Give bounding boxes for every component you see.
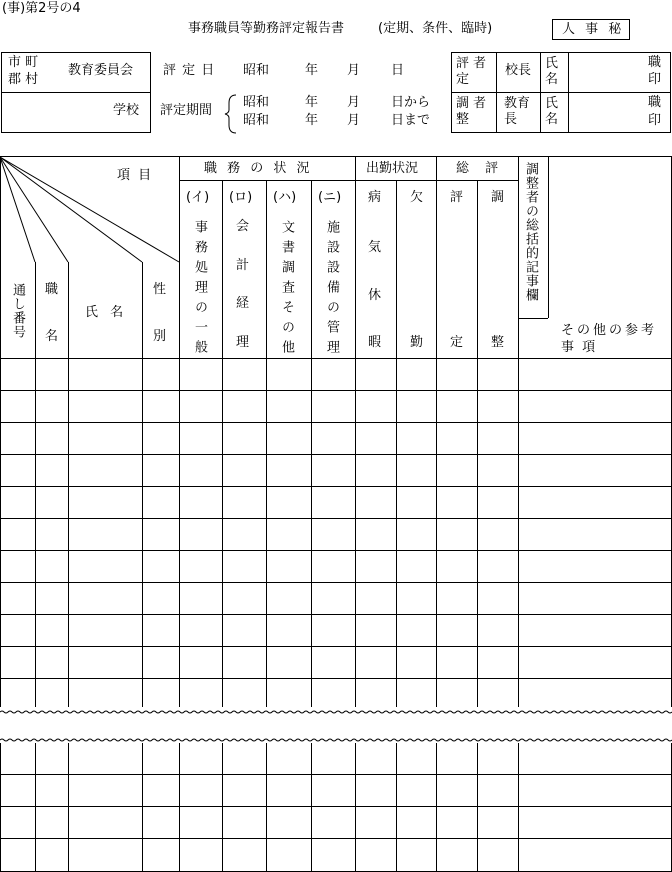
col-general-affairs: 事務処理の一般 [192, 220, 207, 360]
evaluator-label: 評者定 [456, 56, 491, 87]
city-town-label: 市 町 [8, 55, 39, 70]
col-facilities: 施設設備の管理 [324, 220, 339, 360]
adjuster-seal-bottom: 印 [648, 113, 662, 128]
eval-period-label: 評定期間 [160, 103, 213, 118]
eval-date-day: 日 [391, 63, 405, 78]
col-accounting-2: 計 [236, 258, 250, 273]
duty-status-header: 職 務 の 状 況 [204, 161, 310, 176]
col-absent-top: 欠 [410, 190, 424, 205]
sub-b: (ロ) [229, 190, 253, 205]
adjuster-role: 教育長 [504, 96, 531, 127]
eval-date-era: 昭和 [243, 63, 270, 78]
sub-a: (イ) [186, 190, 210, 205]
col-accounting-1: 会 [236, 219, 250, 234]
period-from-month: 月 [347, 95, 361, 110]
col-serial: 通し番号 [10, 283, 25, 339]
sub-c: (ハ) [273, 190, 297, 205]
period-from-suffix: 日から [391, 95, 431, 110]
period-from-year: 年 [305, 95, 319, 110]
confidential-label: 人 事 秘 [562, 22, 622, 37]
period-to-month: 月 [347, 113, 361, 128]
period-to-suffix: 日まで [391, 113, 431, 128]
col-adj-top: 調 [491, 190, 505, 205]
other-notes-line1: その他の参考 [561, 323, 658, 338]
board-label: 教育委員会 [68, 63, 134, 78]
col-eval-top: 評 [450, 190, 464, 205]
col-adj-bottom: 整 [491, 335, 505, 350]
col-documents: 文書調査その他 [279, 220, 294, 360]
evaluator-role: 校長 [505, 63, 532, 78]
other-notes-line2: 事 項 [561, 340, 596, 355]
col-sex-top: 性 [153, 282, 167, 297]
document-title: 事務職員等勤務評定報告書 [188, 21, 345, 36]
evaluator-seal-top: 職 [648, 55, 662, 70]
eval-date-label: 評 定 日 [163, 63, 215, 78]
evaluator-name-label: 氏名 [545, 56, 559, 87]
period-from-era: 昭和 [243, 95, 270, 110]
eval-date-month: 月 [347, 63, 361, 78]
col-post-bottom: 名 [45, 329, 59, 344]
overall-header: 総 評 [456, 161, 499, 176]
adjuster-name-label: 氏名 [545, 96, 559, 127]
col-accounting-4: 理 [236, 335, 250, 350]
col-absent-bottom: 勤 [410, 335, 424, 350]
form-number: (事)第2号の4 [2, 1, 81, 16]
adjuster-seal-top: 職 [648, 95, 662, 110]
col-name: 氏 名 [85, 305, 124, 320]
eval-date-year: 年 [305, 63, 319, 78]
sub-d: (ニ) [318, 190, 342, 205]
title-note: (定期、条件、臨時) [378, 21, 493, 36]
summary-column-header: 調整者の総括的記事欄 [523, 162, 538, 302]
col-post-top: 職 [45, 282, 59, 297]
col-eval-bottom: 定 [450, 335, 464, 350]
school-label: 学校 [113, 103, 140, 118]
col-sick-3: 休 [368, 288, 382, 303]
period-to-year: 年 [305, 113, 319, 128]
adjuster-label: 調者整 [456, 96, 491, 127]
period-to-era: 昭和 [243, 113, 270, 128]
evaluator-seal-bottom: 印 [648, 72, 662, 87]
col-sick-4: 暇 [368, 335, 382, 350]
col-sick-1: 病 [368, 190, 382, 205]
attendance-header: 出勤状況 [366, 161, 419, 176]
county-village-label: 郡 村 [8, 72, 39, 87]
col-accounting-3: 経 [236, 296, 250, 311]
item-label: 項 目 [117, 168, 152, 183]
col-sex-bottom: 別 [153, 329, 167, 344]
col-sick-2: 気 [368, 240, 382, 255]
